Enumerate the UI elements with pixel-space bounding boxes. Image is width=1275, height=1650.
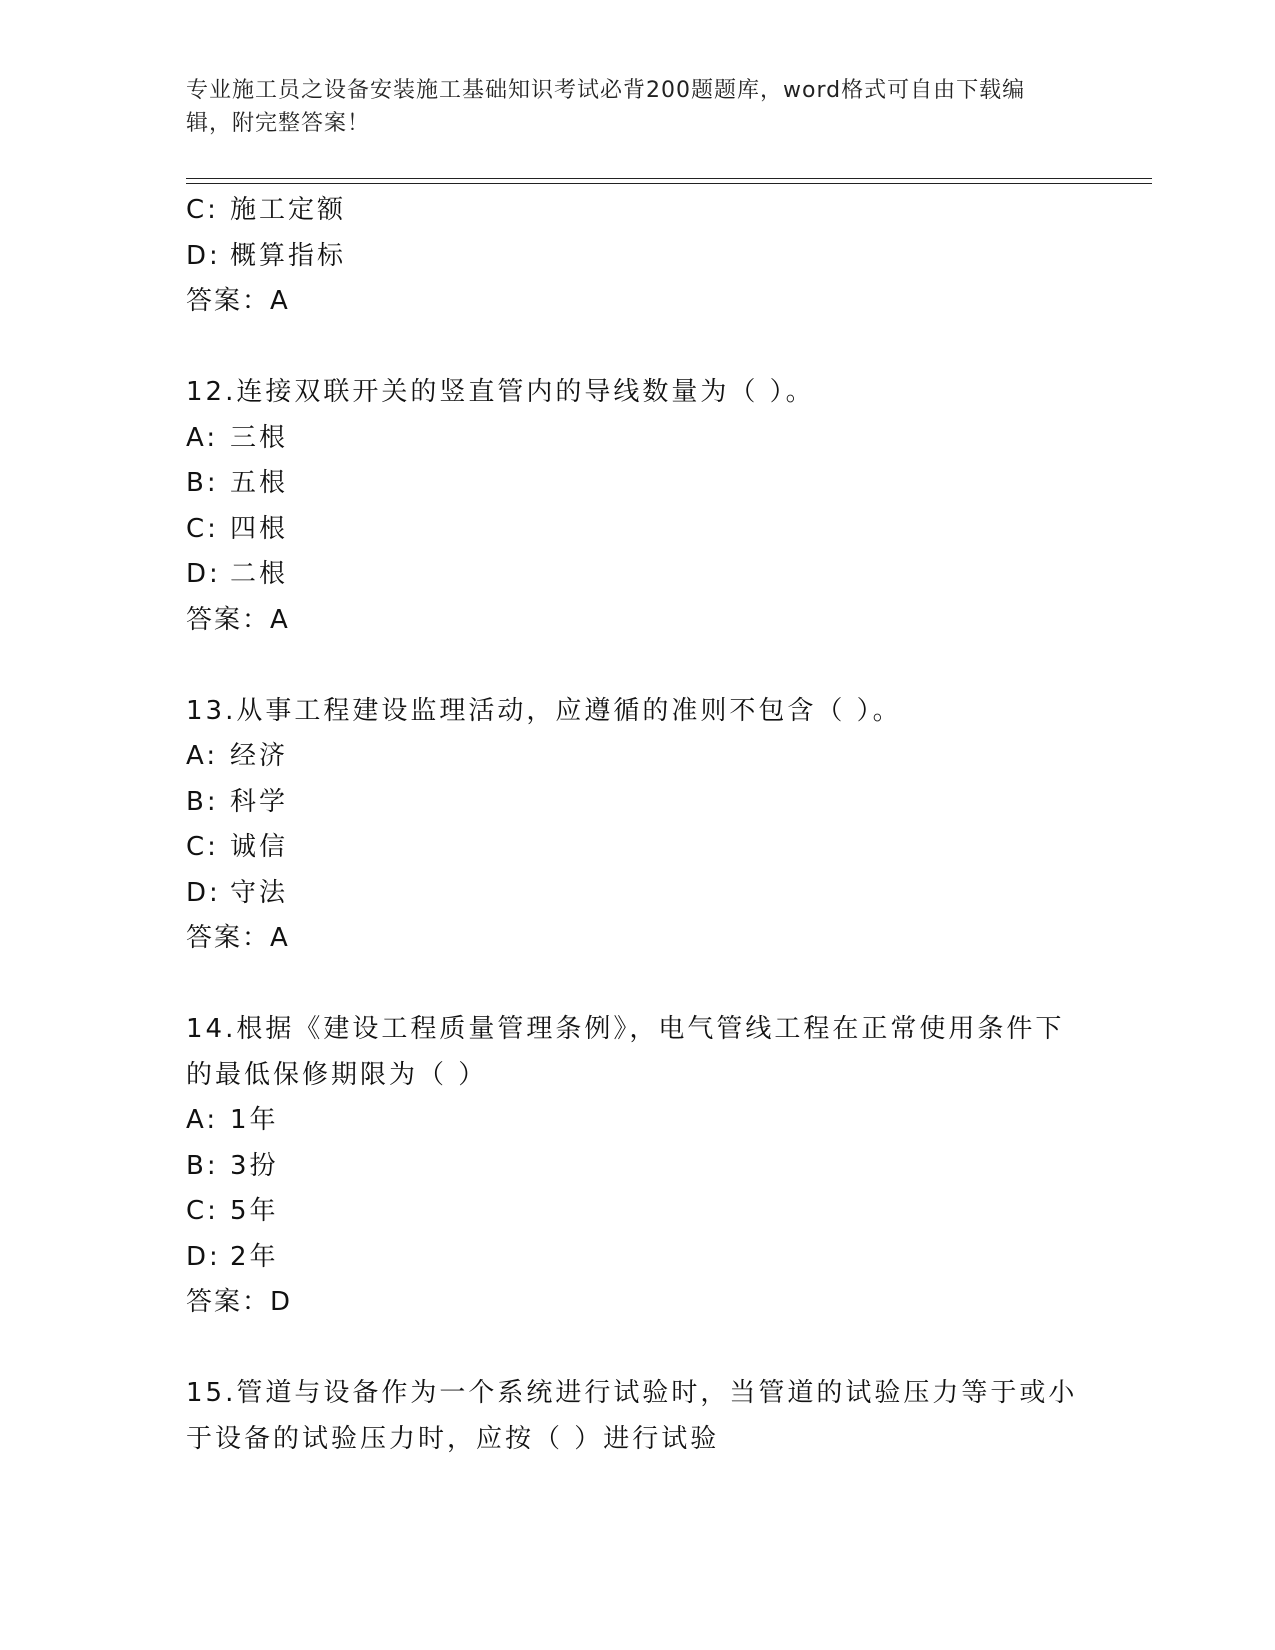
option-c: C: 施工定额 bbox=[186, 195, 347, 225]
header-rule-top bbox=[186, 178, 1152, 179]
question-stem: 12.连接双联开关的竖直管内的导线数量为（ ）。 bbox=[186, 377, 815, 407]
option-a: A: 三根 bbox=[186, 422, 289, 453]
answer-line: 答案：A bbox=[186, 286, 290, 316]
option-a: A: 经济 bbox=[186, 741, 289, 771]
option-b: B: 五根 bbox=[186, 468, 289, 498]
question-15 bbox=[186, 1371, 1086, 1462]
question-stem: 14.根据《建设工程质量管理条例》，电气管线工程在正常使用条件下的最低保修期限为（ ） bbox=[186, 1014, 1065, 1090]
header-rule-bottom bbox=[186, 183, 1152, 184]
question-stem: 13.从事工程建设监理活动，应遵循的准则不包含（ ）。 bbox=[186, 695, 902, 726]
option-c: C: 诚信 bbox=[186, 832, 289, 862]
option-a: A: 1年 bbox=[186, 1105, 279, 1135]
question-14 bbox=[186, 1007, 1086, 1326]
question-stem: 15.管道与设备作为一个系统进行试验时，当管道的试验压力等于或小于设备的试验压力时，应按（ ）进行试验 bbox=[186, 1378, 1078, 1454]
answer-line: 答案：A bbox=[186, 923, 290, 953]
option-c: C: 四根 bbox=[186, 513, 289, 544]
document-header bbox=[186, 74, 1066, 140]
option-c: C: 5年 bbox=[186, 1196, 279, 1226]
question-13 bbox=[186, 689, 1086, 962]
option-d: D: 守法 bbox=[186, 877, 289, 908]
question-11-continued bbox=[186, 188, 1086, 325]
document-title: 专业施工员之设备安装施工基础知识考试必背200题题库，word格式可自由下载编辑，附完整答案！ bbox=[186, 78, 1026, 136]
option-d: D: 二根 bbox=[186, 559, 289, 589]
answer-line: 答案：D bbox=[186, 1287, 293, 1317]
option-b: B: 3扮 bbox=[186, 1150, 279, 1181]
option-d: D: 2年 bbox=[186, 1241, 279, 1272]
option-d: D: 概算指标 bbox=[186, 240, 347, 271]
option-b: B: 科学 bbox=[186, 786, 289, 817]
question-list bbox=[186, 188, 1086, 1462]
answer-line: 答案：A bbox=[186, 604, 290, 635]
question-12 bbox=[186, 370, 1086, 643]
